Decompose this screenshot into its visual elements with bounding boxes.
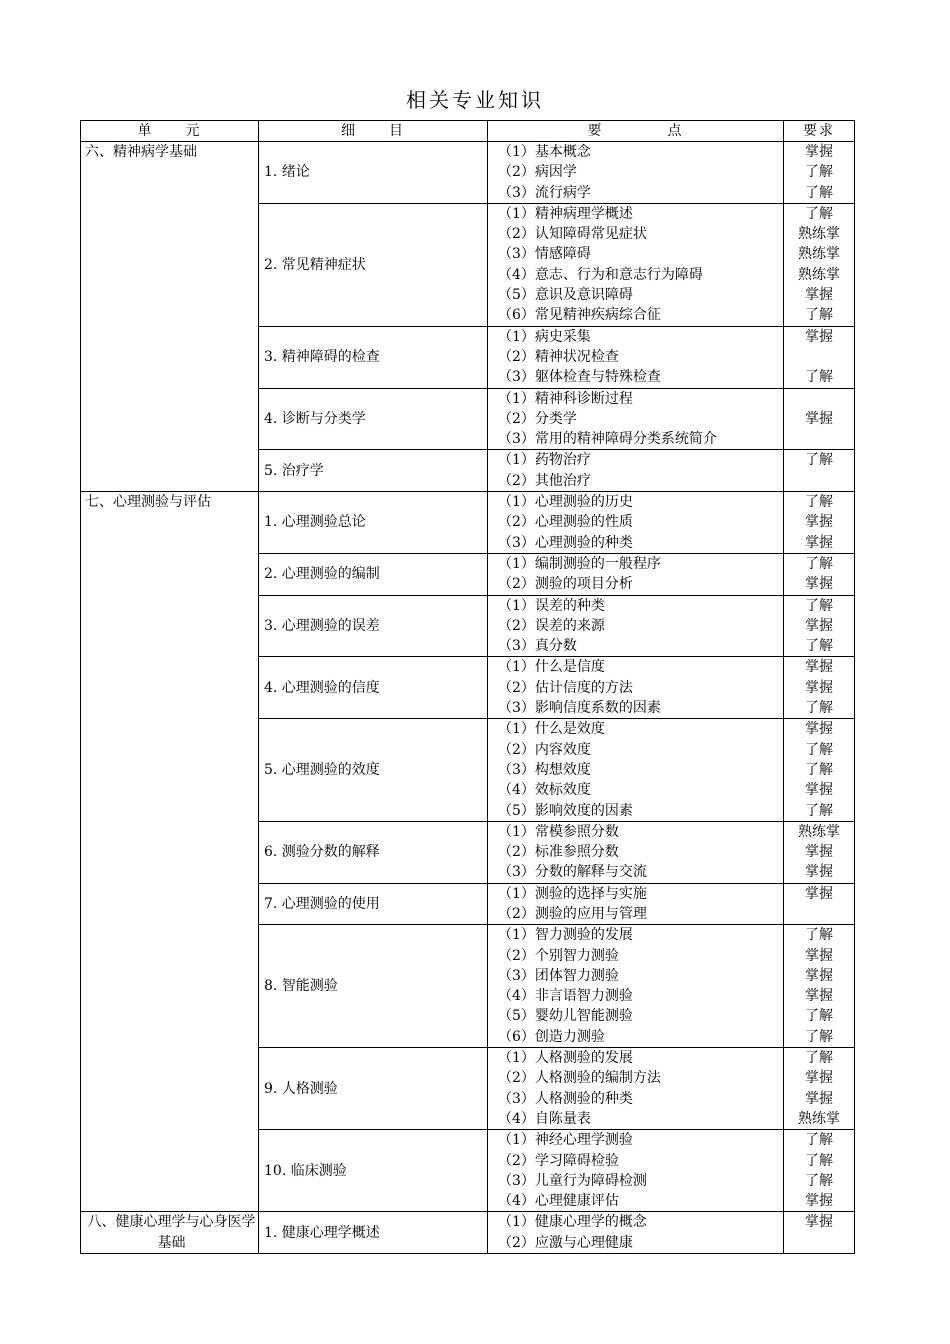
req-item: 了解 (805, 927, 833, 944)
point-item: （6）常见精神疾病综合征 (498, 307, 661, 324)
req-cell (784, 1212, 855, 1254)
point-item: （3）人格测验的种类 (498, 1090, 633, 1107)
syllabus-table (80, 120, 855, 1254)
point-item: （2）认知障碍常见症状 (498, 226, 647, 243)
req-item: 了解 (805, 1152, 833, 1169)
req-item (784, 904, 854, 924)
subject-cell: 6. 测验分数的解释 (259, 821, 488, 883)
subject-cell: 4. 诊断与分类学 (259, 388, 488, 450)
req-cell (784, 657, 855, 719)
points-cell (488, 326, 784, 388)
req-cell (784, 595, 855, 657)
req-item: 掌握 (805, 534, 833, 551)
req-item: 掌握 (805, 514, 833, 531)
subject-cell: 5. 心理测验的效度 (259, 719, 488, 821)
unit-cell: 六、精神病学基础 (81, 142, 259, 492)
req-item: 掌握 (805, 967, 833, 984)
point-item: （6）创造力测验 (498, 1028, 605, 1045)
point-item: （1）基本概念 (498, 144, 591, 160)
subject-cell: 1. 心理测验总论 (259, 492, 488, 554)
point-item: （1）病史采集 (498, 328, 591, 345)
points-cell (488, 450, 784, 492)
req-item: 掌握 (805, 721, 833, 738)
point-item: （2）其他治疗 (498, 472, 591, 489)
point-item: （1）智力测验的发展 (498, 927, 633, 944)
req-item: 了解 (805, 307, 833, 324)
req-item: 了解 (805, 184, 833, 201)
req-item: 了解 (805, 164, 833, 181)
req-cell (784, 553, 855, 595)
point-item: （2）测验的应用与管理 (498, 905, 647, 922)
point-item: （1）神经心理学测验 (498, 1132, 633, 1149)
point-item: （1）健康心理学的概念 (498, 1214, 647, 1231)
point-item: （2）误差的来源 (498, 617, 605, 634)
point-item: （1）编制测验的一般程序 (498, 555, 661, 572)
req-item: 熟练掌 (798, 246, 840, 263)
point-item: （1）测验的选择与实施 (498, 885, 647, 902)
req-item: 了解 (805, 1008, 833, 1025)
subject-cell: 3. 心理测验的误差 (259, 595, 488, 657)
req-item: 掌握 (805, 782, 833, 799)
point-item: （2）学习障碍检验 (498, 1152, 619, 1169)
req-item: 了解 (805, 494, 833, 511)
point-item: （2）精神状况检查 (498, 348, 619, 365)
points-cell (488, 492, 784, 554)
req-item: 掌握 (805, 885, 833, 902)
point-item: （2）人格测验的编制方法 (498, 1070, 661, 1087)
point-item: （3）构想效度 (498, 761, 591, 778)
table-row (81, 142, 855, 204)
point-item: （2）标准参照分数 (498, 844, 619, 861)
points-cell (488, 925, 784, 1048)
req-item: 了解 (805, 1172, 833, 1189)
req-cell (784, 821, 855, 883)
points-cell (488, 821, 784, 883)
subject-cell: 7. 心理测验的使用 (259, 883, 488, 925)
table-body (81, 142, 855, 1254)
points-cell (488, 142, 784, 204)
req-item (784, 389, 854, 409)
point-item: （2）心理测验的性质 (498, 514, 633, 531)
point-item: （1）人格测验的发展 (498, 1050, 633, 1067)
req-item: 了解 (805, 369, 833, 386)
req-item: 熟练掌 (798, 226, 840, 243)
points-cell (488, 1130, 784, 1212)
req-item: 了解 (805, 452, 833, 469)
req-item: 掌握 (805, 617, 833, 634)
req-cell (784, 388, 855, 450)
point-item: （2）估计信度的方法 (498, 679, 633, 696)
req-item: 了解 (805, 761, 833, 778)
point-item: （3）分数的解释与交流 (498, 864, 647, 881)
req-item: 掌握 (805, 1214, 833, 1231)
req-cell (784, 326, 855, 388)
point-item: （1）什么是效度 (498, 721, 605, 738)
table-row (81, 492, 855, 554)
point-item: （3）真分数 (498, 638, 577, 655)
point-item: （3）团体智力测验 (498, 967, 619, 984)
req-cell (784, 142, 855, 204)
req-item (784, 347, 854, 367)
req-cell (784, 1130, 855, 1212)
subject-cell: 2. 常见精神症状 (259, 203, 488, 326)
subject-cell: 2. 心理测验的编制 (259, 553, 488, 595)
subject-cell: 10. 临床测验 (259, 1130, 488, 1212)
point-item: （5）意识及意识障碍 (498, 287, 633, 304)
unit-cell: 七、心理测验与评估 (81, 492, 259, 1212)
req-item: 了解 (805, 1132, 833, 1149)
points-cell (488, 203, 784, 326)
req-item: 了解 (805, 1028, 833, 1045)
table-row (81, 1212, 855, 1254)
req-item: 了解 (805, 205, 833, 222)
point-item: （5）婴幼儿智能测验 (498, 1008, 633, 1025)
point-item: （3）心理测验的种类 (498, 534, 633, 551)
req-item: 掌握 (805, 1193, 833, 1210)
req-cell (784, 492, 855, 554)
point-item: （1）误差的种类 (498, 597, 605, 614)
req-item: 了解 (805, 555, 833, 572)
point-item: （1）精神病理学概述 (498, 205, 633, 222)
req-item: 掌握 (805, 328, 833, 345)
point-item: （4）意志、行为和意志行为障碍 (498, 266, 703, 283)
req-item: 熟练掌 (798, 823, 840, 840)
req-item: 掌握 (805, 988, 833, 1005)
req-item: 掌握 (805, 576, 833, 593)
points-cell (488, 1212, 784, 1254)
point-item: （2）分类学 (498, 410, 577, 427)
req-item: 掌握 (805, 287, 833, 304)
point-item: （3）常用的精神障碍分类系统简介 (498, 431, 717, 448)
points-cell (488, 883, 784, 925)
points-cell (488, 719, 784, 821)
points-cell (488, 595, 784, 657)
point-item: （4）自陈量表 (498, 1110, 591, 1127)
req-cell (784, 925, 855, 1048)
req-item (784, 1233, 854, 1253)
point-item: （1）精神科诊断过程 (498, 390, 633, 407)
unit-cell: 八、健康心理学与心身医学基础 (81, 1212, 259, 1254)
point-item: （4）心理健康评估 (498, 1193, 619, 1210)
subject-cell: 5. 治疗学 (259, 450, 488, 492)
points-cell (488, 553, 784, 595)
req-item: 掌握 (805, 844, 833, 861)
req-item: 掌握 (805, 679, 833, 696)
point-item: （3）儿童行为障碍检测 (498, 1172, 647, 1189)
subject-cell: 9. 人格测验 (259, 1048, 488, 1130)
req-item: 了解 (805, 638, 833, 655)
req-item: 了解 (805, 802, 833, 819)
point-item: （2）内容效度 (498, 741, 591, 758)
points-cell (488, 388, 784, 450)
point-item: （3）流行病学 (498, 184, 591, 201)
req-cell (784, 450, 855, 492)
point-item: （3）情感障碍 (498, 246, 591, 263)
req-item: 了解 (805, 700, 833, 717)
req-item: 掌握 (805, 1070, 833, 1087)
page-title: 相关专业知识 (406, 88, 544, 112)
point-item: （2）测验的项目分析 (498, 576, 633, 593)
req-item: 熟练掌 (798, 1110, 840, 1127)
req-item: 掌握 (805, 864, 833, 881)
point-item: （1）常模参照分数 (498, 823, 619, 840)
point-item: （1）什么是信度 (498, 659, 605, 676)
header-points: 要 点 (488, 121, 784, 142)
point-item: （2）个别智力测验 (498, 947, 619, 964)
header-subject: 细 目 (259, 121, 488, 142)
points-cell (488, 1048, 784, 1130)
req-cell (784, 203, 855, 326)
req-cell (784, 719, 855, 821)
req-cell (784, 883, 855, 925)
header-row (81, 121, 855, 142)
req-item: 掌握 (805, 410, 833, 427)
req-item: 熟练掌 (798, 266, 840, 283)
point-item: （2）病因学 (498, 164, 577, 181)
req-item (784, 429, 854, 449)
point-item: （1）心理测验的历史 (498, 494, 633, 511)
point-item: （3）影响信度系数的因素 (498, 700, 661, 717)
subject-cell: 1. 绪论 (259, 142, 488, 204)
req-item: 掌握 (805, 144, 833, 160)
point-item: （3）躯体检查与特殊检查 (498, 369, 661, 386)
req-item (784, 471, 854, 491)
req-cell (784, 1048, 855, 1130)
subject-cell: 4. 心理测验的信度 (259, 657, 488, 719)
req-item: 掌握 (805, 1090, 833, 1107)
point-item: （4）非言语智力测验 (498, 988, 633, 1005)
req-item: 掌握 (805, 659, 833, 676)
point-item: （1）药物治疗 (498, 452, 591, 469)
req-item: 了解 (805, 597, 833, 614)
subject-cell: 8. 智能测验 (259, 925, 488, 1048)
req-item: 了解 (805, 1050, 833, 1067)
subject-cell: 1. 健康心理学概述 (259, 1212, 488, 1254)
header-unit: 单 元 (81, 121, 259, 142)
subject-cell: 3. 精神障碍的检查 (259, 326, 488, 388)
points-cell (488, 657, 784, 719)
req-item: 了解 (805, 741, 833, 758)
point-item: （5）影响效度的因素 (498, 802, 633, 819)
point-item: （4）效标效度 (498, 782, 591, 799)
point-item: （2）应激与心理健康 (498, 1234, 633, 1251)
header-req: 要求 (784, 121, 855, 142)
req-item: 掌握 (805, 947, 833, 964)
